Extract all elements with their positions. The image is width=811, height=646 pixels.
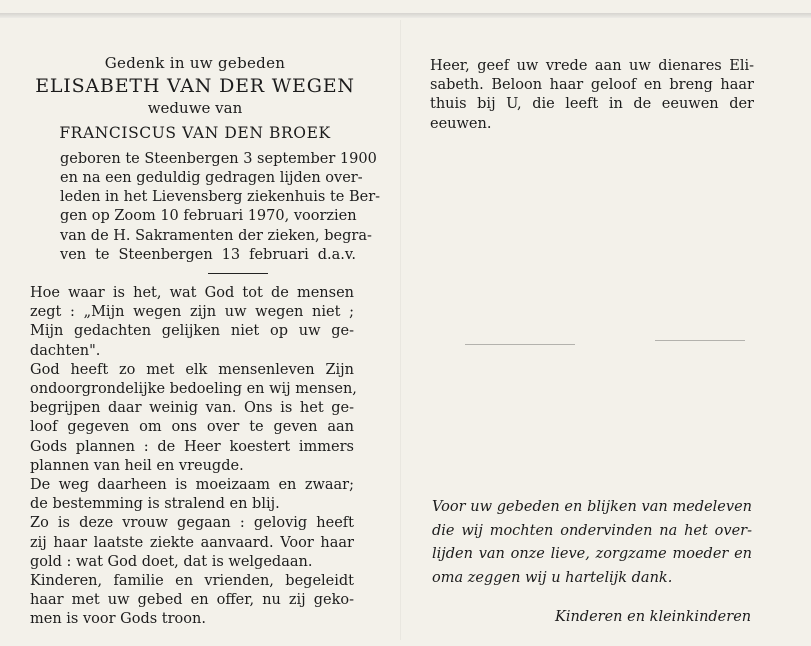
- thanks-line: lijden van onze lieve, zorgzame moeder en: [432, 546, 752, 562]
- thanks-line: Voor uw gebeden en blijken van medeleven: [432, 499, 752, 515]
- top-edge: [0, 13, 811, 18]
- poem-line: Kinderen, familie en vrienden, begeleidt: [30, 573, 354, 590]
- bio-line: gen op Zoom 10 februari 1970, voorzien: [60, 208, 357, 225]
- deceased-name: ELISABETH VAN DER WEGEN: [35, 75, 355, 98]
- poem-line: Mijn gedachten gelijken niet op uw ge-: [30, 323, 354, 340]
- print-smudge: [465, 344, 575, 345]
- poem-line: begrijpen daar weinig van. Ons is het ge-: [30, 400, 354, 417]
- poem-line: Hoe waar is het, wat God tot de mensen: [30, 285, 354, 302]
- print-smudge: [655, 340, 745, 341]
- poem-line: zegt : „Mijn wegen zijn uw wegen niet ;: [30, 304, 354, 321]
- poem-line: ondoorgrondelijke bedoeling en wij mensen,: [30, 381, 357, 398]
- bio-line: leden in het Lievensberg ziekenhuis te Ber-: [60, 189, 381, 206]
- separator-rule: [208, 273, 268, 274]
- poem-line: men is voor Gods troon.: [30, 611, 206, 628]
- bio-line: van de H. Sakramenten der zieken, begra-: [60, 227, 372, 244]
- bio-line: en na een geduldig gedragen lijden over-: [60, 170, 363, 187]
- poem-line: God heeft zo met elk mensenleven Zijn: [30, 361, 354, 378]
- poem-line: loof gegeven om ons over te geven aan: [30, 419, 354, 436]
- widow-of-label: weduwe van: [147, 99, 243, 118]
- poem-line: gold : wat God doet, dat is welgedaan.: [30, 553, 313, 570]
- bio-line: geboren te Steenbergen 3 september 1900: [60, 150, 377, 167]
- thanks-line: oma zeggen wij u hartelijk dank.: [432, 569, 673, 586]
- prayer-text: [430, 57, 754, 134]
- poem-line: De weg daarheen is moeizaam en zwaar;: [30, 477, 354, 494]
- poem-line: Zo is deze vrouw gegaan : gelovig heeft: [30, 515, 354, 532]
- signature: Kinderen en kleinkinderen: [555, 609, 752, 625]
- prayer-line: sabeth. Beloon haar geloof en breng haar: [430, 77, 754, 94]
- poem-line: Gods plannen : de Heer koestert immers: [30, 438, 354, 455]
- thanks-text: [432, 496, 752, 590]
- poem-line: plannen van heil en vreugde.: [30, 457, 244, 474]
- bio-line: ven te Steenbergen 13 februari d.a.v.: [60, 246, 356, 263]
- prayer-line: Heer, geef uw vrede aan uw dienares Eli-: [430, 58, 754, 74]
- biography-text: [60, 150, 381, 265]
- meditation-text: [30, 284, 357, 630]
- prayer-line: thuis bij U, die leeft in de eeuwen der: [430, 96, 754, 113]
- poem-line: de bestemming is stralend en blij.: [30, 496, 280, 513]
- center-fold: [400, 20, 401, 640]
- left-panel: [30, 54, 381, 630]
- poem-line: zij haar laatste ziekte aanvaard. Voor haar: [30, 534, 354, 551]
- prayer-line: eeuwen.: [430, 115, 492, 132]
- thanks-line: die wij mochten ondervinden na het over-: [432, 522, 752, 539]
- poem-line: dachten".: [30, 342, 101, 359]
- gedenk-heading: Gedenk in uw gebeden: [104, 54, 286, 72]
- husband-name: FRANCISCUS VAN DEN BROEK: [59, 123, 331, 142]
- poem-line: haar met uw gebed en offer, nu zij geko-: [30, 592, 354, 609]
